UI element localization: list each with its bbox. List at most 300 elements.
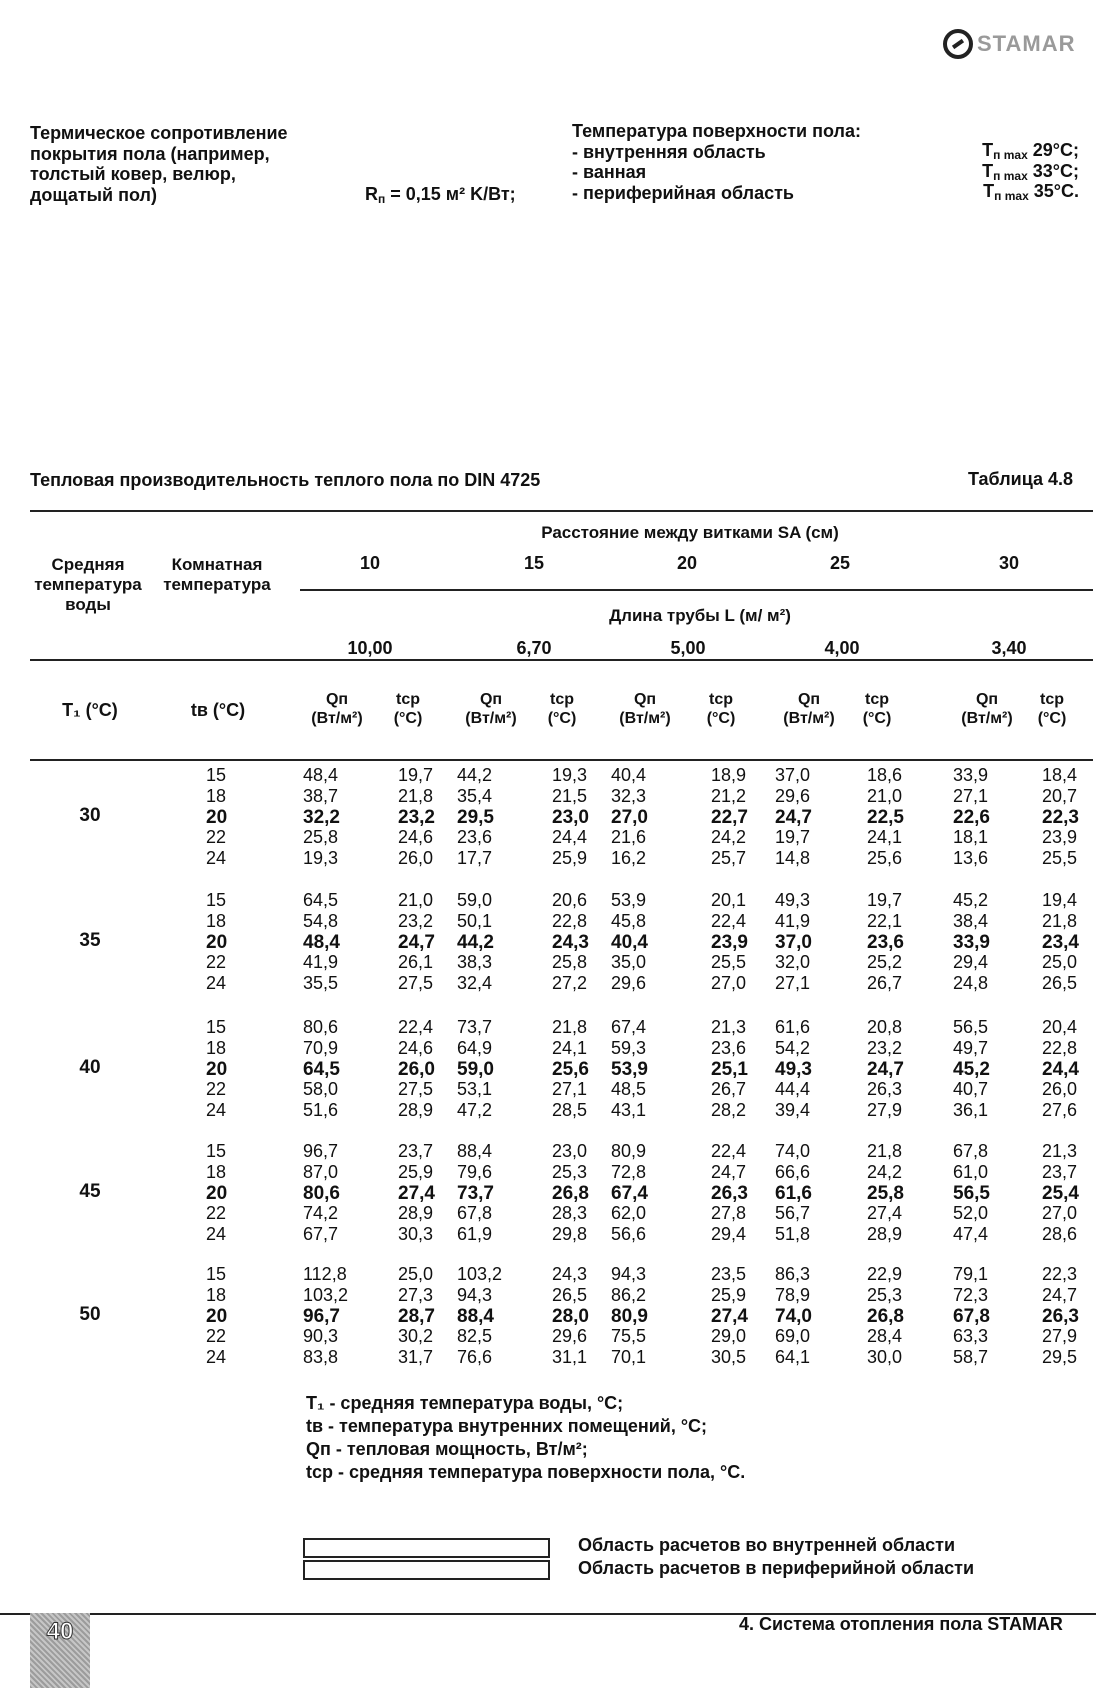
floor-temp-line: Температура поверхности пола: [572, 121, 861, 141]
tcp-cell: 25,6 [867, 848, 903, 869]
tcp-cell: 23,9 [711, 931, 748, 953]
q-cell: 37,0 [775, 765, 811, 785]
table-title: Тепловая производительность теплого пола по DIN 4725 [30, 470, 541, 490]
tcp-cell: 26,8 [867, 1305, 904, 1327]
q-cell: 70,1 [611, 1347, 647, 1368]
tcp-cell: 24,3 [552, 1264, 588, 1284]
q-cell: 32,2 [303, 806, 340, 828]
q-cell: 54,8 [303, 910, 339, 931]
q-cell: 23,6 [457, 827, 493, 848]
q-cell: 74,2 [303, 1203, 339, 1224]
unit-symbol: Qп [325, 691, 349, 708]
tcp-cell: 23,5 [711, 1264, 747, 1284]
q-cell: 67,8 [953, 1305, 990, 1327]
room-temp-value: 22 [206, 827, 227, 848]
tcp-cell: 26,3 [711, 1182, 748, 1204]
tcp-cell: 24,7 [1042, 1284, 1078, 1305]
tcp-cell: 25,9 [398, 1161, 434, 1182]
q-cell: 38,7 [303, 785, 339, 806]
unit-value: (°C) [862, 710, 892, 727]
tcp-cell: 24,1 [552, 1037, 588, 1058]
tcp-cell: 27,5 [398, 1079, 434, 1100]
tcp-cell: 25,3 [867, 1284, 903, 1305]
tcp-cell: 23,6 [867, 931, 904, 953]
room-temp-value: 24 [206, 1347, 227, 1368]
unit-symbol: tср [550, 691, 574, 708]
note-tv: tв - температура внутренних помещений, °C; [306, 1416, 708, 1436]
legend-swatch-peripheral [303, 1560, 550, 1580]
q-cell: 72,3 [953, 1284, 989, 1305]
q-cell: 40,4 [611, 765, 647, 785]
q-cell: 33,9 [953, 931, 990, 953]
legend-inner-label: Область расчетов во внутренней области [578, 1535, 956, 1555]
temp-subscript: п max [993, 168, 1028, 183]
t-unit-header [681, 690, 761, 728]
table-row [0, 1162, 1120, 1183]
q-cell: 79,1 [953, 1264, 989, 1284]
q-cell: 52,0 [953, 1203, 989, 1224]
q-cell: 51,8 [775, 1224, 811, 1245]
note-t1: T₁ - средняя температура воды, °C; [306, 1393, 624, 1413]
tcp-cell: 26,0 [398, 848, 434, 869]
q-cell: 80,9 [611, 1141, 647, 1161]
q-cell: 61,9 [457, 1224, 493, 1245]
tcp-cell: 23,7 [1042, 1161, 1078, 1182]
table-row [0, 786, 1120, 807]
tcp-cell: 25,5 [1042, 848, 1078, 869]
q-cell: 67,4 [611, 1182, 648, 1204]
stamar-logo [943, 26, 1075, 62]
tcp-cell: 21,5 [552, 785, 588, 806]
length-rule [30, 659, 1093, 661]
q-cell: 88,4 [457, 1141, 493, 1161]
q-cell: 29,6 [611, 973, 647, 994]
unit-value: (Вт/м²) [961, 710, 1013, 727]
room-temp-value: 24 [206, 973, 227, 994]
unit-value: (Вт/м²) [311, 710, 363, 727]
q-cell: 49,7 [953, 1037, 989, 1058]
length-20: 5,00 [670, 638, 706, 658]
q-cell: 27,1 [953, 785, 989, 806]
tcp-cell: 26,3 [867, 1079, 903, 1100]
q-cell: 67,8 [457, 1203, 493, 1224]
tcp-cell: 26,1 [398, 952, 434, 973]
tcp-cell: 20,4 [1042, 1017, 1078, 1037]
tcp-cell: 26,3 [1042, 1305, 1079, 1327]
room-temp-value: 20 [206, 931, 228, 953]
tcp-cell: 20,6 [552, 890, 588, 910]
tcp-cell: 27,0 [1042, 1203, 1078, 1224]
q-cell: 87,0 [303, 1161, 339, 1182]
q-cell: 82,5 [457, 1326, 493, 1347]
temp-symbol: T [982, 160, 994, 181]
tcp-cell: 27,3 [398, 1284, 434, 1305]
q-cell: 59,3 [611, 1037, 647, 1058]
q-cell: 40,4 [611, 931, 648, 953]
q-cell: 29,5 [457, 806, 494, 828]
q-cell: 17,7 [457, 848, 493, 869]
table-row [0, 765, 1120, 786]
table-row [0, 1224, 1120, 1245]
tcp-cell: 22,4 [711, 1141, 747, 1161]
length-25: 4,00 [824, 638, 860, 658]
table-row [0, 1100, 1120, 1121]
tcp-cell: 19,3 [552, 765, 588, 785]
q-cell: 58,7 [953, 1347, 989, 1368]
tcp-cell: 25,5 [711, 952, 747, 973]
length-title: Длина трубы L (м/ м²) [609, 606, 791, 625]
tcp-cell: 27,5 [398, 973, 434, 994]
table-row [0, 827, 1120, 848]
q-cell: 14,8 [775, 848, 811, 869]
q-cell: 24,8 [953, 973, 989, 994]
room-temp-value: 15 [206, 1017, 227, 1037]
length-10: 10,00 [347, 638, 393, 658]
tcp-cell: 30,2 [398, 1326, 434, 1347]
tcp-cell: 25,9 [552, 848, 588, 869]
q-cell: 29,4 [953, 952, 989, 973]
temp-limit-bath [964, 161, 1079, 182]
tcp-cell: 29,5 [1042, 1347, 1078, 1368]
q-cell: 59,0 [457, 890, 493, 910]
q-cell: 80,9 [611, 1305, 648, 1327]
q-cell: 40,7 [953, 1079, 989, 1100]
tcp-cell: 22,8 [1042, 1037, 1078, 1058]
length-15: 6,70 [516, 638, 552, 658]
q-cell: 24,7 [775, 806, 812, 828]
tcp-cell: 21,0 [867, 785, 903, 806]
room-temp-value: 22 [206, 1203, 227, 1224]
q-cell: 112,8 [303, 1264, 347, 1284]
table-row [0, 848, 1120, 869]
q-cell: 61,6 [775, 1182, 812, 1204]
header-line: температура [34, 575, 142, 594]
q-cell: 45,2 [953, 890, 989, 910]
room-temp-value: 22 [206, 1079, 227, 1100]
q-cell: 80,6 [303, 1017, 339, 1037]
spacing-rule [300, 589, 1093, 591]
q-cell: 39,4 [775, 1100, 811, 1121]
q-cell: 44,2 [457, 931, 494, 953]
t-unit-header [837, 690, 917, 728]
table-top-rule [30, 510, 1093, 512]
floor-temp-line: - периферийная область [572, 182, 794, 203]
tcp-cell: 22,4 [398, 1017, 434, 1037]
table-row [0, 952, 1120, 973]
resistance-number: = 0,15 м² K/Вт; [385, 184, 516, 204]
tcp-cell: 27,1 [552, 1079, 588, 1100]
tcp-cell: 18,6 [867, 765, 903, 785]
unit-symbol: tср [396, 691, 420, 708]
q-cell: 67,7 [303, 1224, 339, 1245]
unit-symbol: tср [1040, 691, 1064, 708]
tcp-cell: 20,8 [867, 1017, 903, 1037]
q-cell: 49,3 [775, 890, 811, 910]
t-unit-header [1012, 690, 1092, 728]
t1-header: T₁ (°C) [62, 700, 118, 720]
q-cell: 18,1 [953, 827, 989, 848]
q-cell: 64,5 [303, 1058, 340, 1080]
spacing-title: Расстояние между витками SA (см) [541, 523, 839, 542]
tcp-cell: 28,7 [398, 1305, 435, 1327]
unit-value: (Вт/м²) [465, 710, 517, 727]
temp-limit-peripheral [964, 181, 1079, 202]
unit-value: (Вт/м²) [619, 710, 671, 727]
tcp-cell: 28,9 [867, 1224, 903, 1245]
q-unit-header [451, 690, 531, 728]
q-cell: 53,9 [611, 890, 647, 910]
water-temp-value: 35 [79, 929, 101, 951]
q-cell: 49,3 [775, 1058, 812, 1080]
room-temp-value: 22 [206, 1326, 227, 1347]
tcp-cell: 26,7 [867, 973, 903, 994]
q-cell: 32,4 [457, 973, 493, 994]
tcp-cell: 25,2 [867, 952, 903, 973]
tcp-cell: 28,4 [867, 1326, 903, 1347]
tcp-cell: 21,8 [867, 1141, 903, 1161]
room-temp-value: 15 [206, 1141, 227, 1161]
tcp-cell: 27,4 [867, 1203, 903, 1224]
floor-temperature-limits [964, 140, 1079, 202]
room-temp-value: 18 [206, 910, 227, 931]
tcp-cell: 31,1 [552, 1347, 588, 1368]
tcp-cell: 26,0 [1042, 1079, 1078, 1100]
tcp-cell: 19,7 [398, 765, 434, 785]
q-cell: 48,4 [303, 931, 340, 953]
tcp-cell: 26,0 [398, 1058, 435, 1080]
tcp-cell: 22,3 [1042, 1264, 1078, 1284]
q-cell: 76,6 [457, 1347, 493, 1368]
q-cell: 37,0 [775, 931, 812, 953]
table-notes [306, 1392, 745, 1484]
q-cell: 27,0 [611, 806, 648, 828]
q-cell: 16,2 [611, 848, 647, 869]
q-cell: 58,0 [303, 1079, 339, 1100]
tcp-cell: 27,4 [711, 1305, 748, 1327]
room-temp-value: 20 [206, 1182, 228, 1204]
q-unit-header [297, 690, 377, 728]
tcp-cell: 27,9 [867, 1100, 903, 1121]
header-line: воды [65, 595, 111, 614]
water-temp-header [30, 555, 146, 615]
q-cell: 19,3 [303, 848, 339, 869]
water-temp-value: 50 [79, 1303, 101, 1325]
q-cell: 61,6 [775, 1017, 811, 1037]
table-row [0, 929, 1120, 953]
legend-peripheral-label: Область расчетов в периферийной области [578, 1558, 975, 1578]
tcp-cell: 20,1 [711, 890, 747, 910]
q-cell: 67,4 [611, 1017, 647, 1037]
table-row [0, 1056, 1120, 1080]
q-cell: 74,0 [775, 1305, 812, 1327]
tcp-cell: 25,8 [867, 1182, 904, 1204]
tv-header: tв (°C) [190, 700, 246, 720]
table-row [0, 1038, 1120, 1059]
tcp-cell: 25,3 [552, 1161, 588, 1182]
tcp-cell: 26,7 [711, 1079, 747, 1100]
tcp-cell: 26,5 [552, 1284, 588, 1305]
note-tcp: tср - средняя температура поверхности пола, °C. [306, 1462, 746, 1482]
tcp-cell: 22,1 [867, 910, 903, 931]
q-cell: 35,0 [611, 952, 647, 973]
q-cell: 64,9 [457, 1037, 493, 1058]
unit-symbol: Qп [797, 691, 821, 708]
q-cell: 38,3 [457, 952, 493, 973]
room-temp-value: 18 [206, 1161, 227, 1182]
tcp-cell: 30,3 [398, 1224, 434, 1245]
tcp-cell: 27,6 [1042, 1100, 1078, 1121]
table-number: Таблица 4.8 [968, 469, 1074, 489]
spacing-10: 10 [359, 553, 381, 573]
note-q: Qп - тепловая мощность, Вт/м²; [306, 1439, 588, 1459]
q-cell: 86,3 [775, 1264, 811, 1284]
room-temp-value: 18 [206, 1284, 227, 1305]
spacing-20: 20 [676, 553, 698, 573]
water-temp-value: 45 [79, 1180, 101, 1202]
tcp-cell: 27,9 [1042, 1326, 1078, 1347]
floor-temperature-description [572, 121, 902, 203]
tcp-cell: 21,8 [398, 785, 434, 806]
q-cell: 86,2 [611, 1284, 647, 1305]
tcp-cell: 28,0 [552, 1305, 589, 1327]
tcp-cell: 29,0 [711, 1326, 747, 1347]
table-row [0, 1303, 1120, 1327]
q-cell: 96,7 [303, 1141, 339, 1161]
table-row [0, 973, 1120, 994]
table-row [0, 1017, 1120, 1038]
q-cell: 56,5 [953, 1182, 990, 1204]
temp-value: 35°C. [1028, 181, 1079, 201]
room-temp-value: 20 [206, 1058, 228, 1080]
tcp-cell: 24,7 [398, 931, 435, 953]
tcp-cell: 25,0 [1042, 952, 1078, 973]
q-cell: 64,5 [303, 890, 339, 910]
q-cell: 62,0 [611, 1203, 647, 1224]
q-unit-header [605, 690, 685, 728]
table-row [0, 1285, 1120, 1306]
logo-text: STAMAR [977, 31, 1076, 56]
unit-symbol: Qп [479, 691, 503, 708]
room-temp-value: 24 [206, 848, 227, 869]
table-row [0, 1264, 1120, 1285]
unit-value: (°C) [393, 710, 423, 727]
tcp-cell: 29,4 [711, 1224, 747, 1245]
tcp-cell: 24,1 [867, 827, 903, 848]
logo-mark-icon [943, 29, 973, 59]
tcp-cell: 22,4 [711, 910, 747, 931]
unit-symbol: tср [865, 691, 889, 708]
temp-subscript: п max [993, 148, 1028, 162]
q-cell: 63,3 [953, 1326, 989, 1347]
tcp-cell: 28,3 [552, 1203, 588, 1224]
q-cell: 22,6 [953, 806, 990, 828]
room-temp-header [154, 555, 280, 595]
tcp-cell: 28,9 [398, 1203, 434, 1224]
tcp-cell: 21,3 [711, 1017, 747, 1037]
tcp-cell: 24,4 [552, 827, 588, 848]
q-cell: 33,9 [953, 765, 989, 785]
resistance-description [30, 123, 360, 205]
q-cell: 75,5 [611, 1326, 647, 1347]
q-cell: 51,6 [303, 1100, 339, 1121]
tcp-cell: 23,0 [552, 806, 589, 828]
tcp-cell: 24,7 [711, 1161, 747, 1182]
table-row [0, 1079, 1120, 1100]
q-cell: 67,8 [953, 1141, 989, 1161]
tcp-cell: 28,5 [552, 1100, 588, 1121]
tcp-cell: 26,8 [552, 1182, 589, 1204]
table-row [0, 911, 1120, 932]
tcp-cell: 21,2 [711, 785, 747, 806]
room-temp-value: 15 [206, 1264, 227, 1284]
q-cell: 50,1 [457, 910, 493, 931]
q-cell: 36,1 [953, 1100, 989, 1121]
q-cell: 103,2 [303, 1284, 349, 1305]
tcp-cell: 25,0 [398, 1264, 434, 1284]
tcp-cell: 25,1 [711, 1058, 748, 1080]
tcp-cell: 21,3 [1042, 1141, 1078, 1161]
tcp-cell: 19,4 [1042, 890, 1078, 910]
floor-temp-line: - ванная [572, 162, 647, 182]
room-temp-value: 18 [206, 785, 227, 806]
unit-symbol: Qп [975, 691, 999, 708]
tcp-cell: 24,3 [552, 931, 589, 953]
tcp-cell: 22,7 [711, 806, 748, 828]
t-unit-header [368, 690, 448, 728]
spacing-15: 15 [523, 553, 545, 573]
tcp-cell: 24,7 [867, 1058, 904, 1080]
tcp-cell: 28,6 [1042, 1224, 1078, 1245]
q-cell: 56,7 [775, 1203, 811, 1224]
tcp-cell: 19,7 [867, 890, 903, 910]
tcp-cell: 31,7 [398, 1347, 434, 1368]
header-line: Комнатная [171, 555, 263, 574]
resistance-subscript: п [378, 192, 386, 206]
tcp-cell: 27,8 [711, 1203, 747, 1224]
q-cell: 94,3 [457, 1284, 493, 1305]
temp-value: 33°C; [1027, 160, 1079, 181]
resistance-line: Термическое сопротивление [30, 123, 288, 143]
water-temp-value: 40 [79, 1056, 101, 1078]
temp-subscript: п max [994, 189, 1029, 203]
q-cell: 56,5 [953, 1017, 989, 1037]
resistance-value [365, 184, 516, 206]
tcp-cell: 23,7 [398, 1141, 434, 1161]
legend-swatch-inner [303, 1538, 550, 1558]
resistance-line: дощатый пол) [30, 184, 157, 205]
tcp-cell: 29,8 [552, 1224, 588, 1245]
length-30: 3,40 [991, 638, 1027, 658]
tcp-cell: 24,6 [398, 827, 434, 848]
q-cell: 45,2 [953, 1058, 990, 1080]
q-cell: 54,2 [775, 1037, 811, 1058]
table-row [0, 1180, 1120, 1204]
tcp-cell: 24,4 [1042, 1058, 1079, 1080]
tcp-cell: 20,7 [1042, 785, 1078, 806]
unit-value: (°C) [547, 710, 577, 727]
q-cell: 27,1 [775, 973, 811, 994]
tcp-cell: 26,5 [1042, 973, 1078, 994]
resistance-line: толстый ковер, велюр, [30, 164, 236, 184]
table-row [0, 890, 1120, 911]
table-row [0, 1203, 1120, 1224]
tcp-cell: 24,2 [711, 827, 747, 848]
q-cell: 48,5 [611, 1079, 647, 1100]
unit-value: (Вт/м²) [783, 710, 835, 727]
q-cell: 73,7 [457, 1182, 494, 1204]
q-cell: 41,9 [775, 910, 811, 931]
q-cell: 21,6 [611, 827, 647, 848]
